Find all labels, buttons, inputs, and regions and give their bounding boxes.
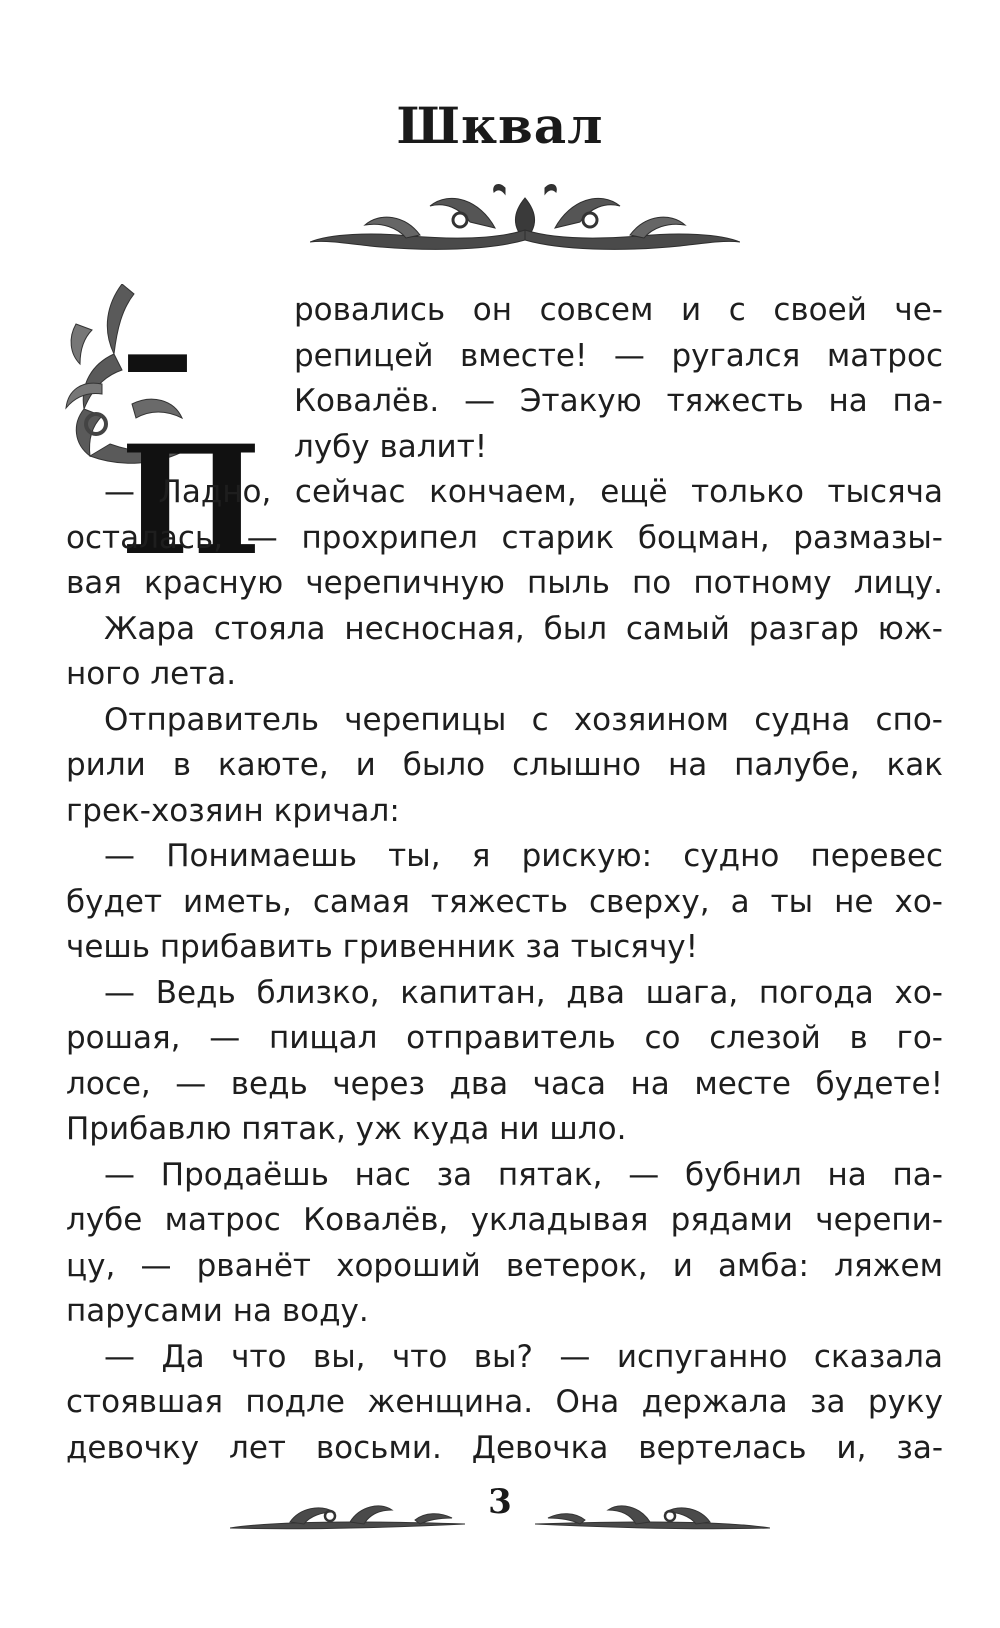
- text-line: грек-хозяин кричал:: [66, 792, 400, 829]
- text-line: — Ладно, сейчас кончаем, ещё только тысяча: [104, 474, 943, 510]
- text-line: Жара стояла несносная, был самый разгар юж-: [104, 610, 943, 647]
- text-line: ровались он совсем и с своей че-: [294, 292, 943, 328]
- text-line: — Понимаешь ты, я рискую: судно перевес: [104, 838, 943, 874]
- text-line: — Продаёшь нас за пятак, — бубнил на па-: [104, 1156, 943, 1193]
- text-line: Отправитель черепицы с хозяином судна спо-: [104, 701, 943, 738]
- text-line: лосе, — ведь через два часа на месте будете!: [66, 1065, 943, 1102]
- text-line: девочку лет восьми. Девочка вертелась и, за-: [66, 1429, 943, 1466]
- body-text: [66, 288, 943, 1471]
- text-line: осталась, — прохрипел старик боцман, размазы-: [66, 519, 943, 556]
- text-line: лубе матрос Ковалёв, укладывая рядами черепи-: [66, 1202, 943, 1238]
- text-line: цу, — рванёт хороший ветерок, и амба: ляжем: [66, 1247, 943, 1284]
- text-line: рили в каюте, и было слышно на палубе, как: [66, 747, 943, 783]
- text-line: — Ведь близко, капитан, два шага, погода хо-: [104, 974, 943, 1011]
- text-line: вая красную черепичную пыль по потному лицу.: [66, 565, 943, 601]
- text-line: Прибавлю пятак, уж куда ни шло.: [66, 1111, 627, 1147]
- page-number: 3: [488, 1482, 512, 1522]
- text-line: парусами на воду.: [66, 1293, 369, 1329]
- text-line: стоявшая подле женщина. Она держала за руку: [66, 1384, 943, 1420]
- page-footer: [230, 1476, 770, 1536]
- text-line: — Да что вы, что вы? — испуганно сказала: [104, 1338, 943, 1375]
- text-line: будет иметь, самая тяжесть сверху, а ты не хо-: [66, 883, 943, 920]
- text-line: Ковалёв. — Этакую тяжесть на па-: [294, 383, 943, 419]
- text-line: рошая, — пищал отправитель со слезой в го-: [66, 1020, 943, 1056]
- text-line: лубу валит!: [294, 428, 488, 465]
- drop-cap-letter: –П: [120, 263, 258, 589]
- text-line: репицей вместе! — ругался матрос: [294, 337, 943, 374]
- text-line: чешь прибавить гривенник за тысячу!: [66, 929, 699, 965]
- chapter-title: Шквал: [396, 96, 604, 155]
- flourish-divider-icon: [535, 1498, 770, 1534]
- text-line: ного лета.: [66, 656, 237, 692]
- floral-flourish-icon: [310, 180, 740, 262]
